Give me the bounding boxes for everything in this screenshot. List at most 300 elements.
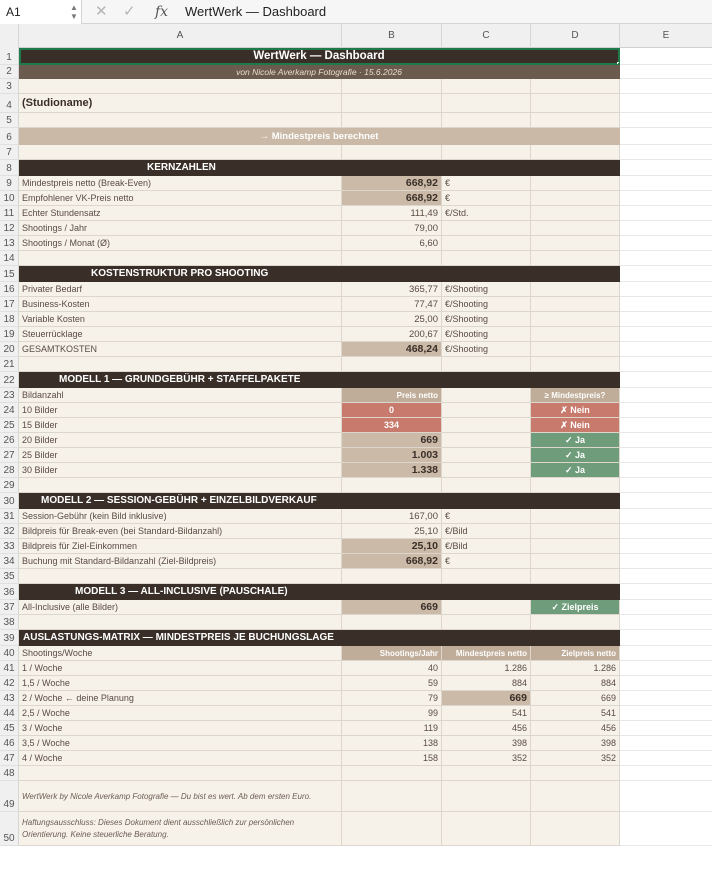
cell-e[interactable] [620, 751, 712, 766]
section-header[interactable]: MODELL 1 — GRUNDGEBÜHR + STAFFELPAKETE [19, 372, 620, 388]
row-header[interactable]: 5 [0, 113, 19, 128]
cell-c[interactable] [442, 812, 531, 846]
label-cell[interactable]: 1,5 / Woche [19, 676, 342, 691]
cell-a[interactable] [19, 569, 342, 584]
label-cell[interactable]: Variable Kosten [19, 312, 342, 327]
value-cell[interactable]: 77,47 [342, 297, 442, 312]
cell-e[interactable] [620, 236, 712, 251]
value-cell[interactable]: 1.286 [442, 661, 531, 676]
cell-e[interactable] [620, 584, 712, 600]
cell-e[interactable] [620, 736, 712, 751]
label-cell[interactable]: GESAMTKOSTEN [19, 342, 342, 357]
cell-e[interactable] [620, 646, 712, 661]
cell-c[interactable] [442, 418, 531, 433]
cell-b[interactable] [342, 569, 442, 584]
cell-d[interactable] [531, 509, 620, 524]
dashboard-title-cell[interactable]: WertWerk — Dashboard [19, 48, 620, 65]
row-header[interactable]: 29 [0, 478, 19, 493]
status-badge[interactable]: ✗ Nein [531, 418, 620, 433]
label-cell[interactable]: Mindestpreis netto (Break-Even) [19, 176, 342, 191]
label-cell[interactable]: Business-Kosten [19, 297, 342, 312]
cell-d[interactable] [531, 79, 620, 94]
cell-e[interactable] [620, 145, 712, 160]
label-cell[interactable]: 2,5 / Woche [19, 706, 342, 721]
cell-e[interactable] [620, 661, 712, 676]
label-cell[interactable]: Shootings / Monat (Ø) [19, 236, 342, 251]
row-header[interactable]: 19 [0, 327, 19, 342]
value-cell[interactable]: 398 [531, 736, 620, 751]
row-header[interactable]: 9 [0, 176, 19, 191]
row-header[interactable]: 3 [0, 79, 19, 94]
cell-e[interactable] [620, 569, 712, 584]
unit-cell[interactable]: €/Bild [442, 524, 531, 539]
value-cell[interactable]: 352 [442, 751, 531, 766]
cell-e[interactable] [620, 206, 712, 221]
row-header[interactable]: 31 [0, 509, 19, 524]
row-header[interactable]: 21 [0, 357, 19, 372]
row-header[interactable]: 13 [0, 236, 19, 251]
cell-e[interactable] [620, 266, 712, 282]
row-header[interactable]: 37 [0, 600, 19, 615]
row-header[interactable]: 7 [0, 145, 19, 160]
cell-e[interactable] [620, 418, 712, 433]
value-cell[interactable]: 79 [342, 691, 442, 706]
cell-d[interactable] [531, 251, 620, 266]
row-header[interactable]: 34 [0, 554, 19, 569]
table-row [19, 448, 712, 463]
cell-e[interactable] [620, 388, 712, 403]
table-row [19, 524, 712, 539]
row-header[interactable]: 11 [0, 206, 19, 221]
row-header[interactable]: 46 [0, 736, 19, 751]
row-header[interactable]: 22 [0, 372, 19, 388]
status-badge[interactable]: ✓ Ja [531, 463, 620, 478]
cell-b[interactable] [342, 357, 442, 372]
column-label-cell[interactable]: ≥ Mindestpreis? [531, 388, 620, 403]
value-cell[interactable]: 668,92 [342, 176, 442, 191]
value-cell[interactable]: 200,67 [342, 327, 442, 342]
cell-e[interactable] [620, 251, 712, 266]
cell-e[interactable] [620, 721, 712, 736]
row-header[interactable]: 26 [0, 433, 19, 448]
table-row [19, 736, 712, 751]
label-cell[interactable]: Session-Gebühr (kein Bild inklusive) [19, 509, 342, 524]
price-cell[interactable]: 669 [342, 433, 442, 448]
cell-e[interactable] [620, 342, 712, 357]
cell-e[interactable] [620, 48, 712, 65]
unit-cell[interactable]: €/Bild [442, 539, 531, 554]
cell-a[interactable] [19, 615, 342, 630]
cell-d[interactable] [531, 282, 620, 297]
cell-d[interactable] [531, 113, 620, 128]
row-header[interactable]: 18 [0, 312, 19, 327]
name-box-stepper-icon[interactable]: ▲ ▼ [70, 3, 78, 21]
unit-cell[interactable]: € [442, 554, 531, 569]
cell-e[interactable] [620, 539, 712, 554]
label-cell[interactable]: Bildpreis für Break-even (bei Standard-Bildanzahl) [19, 524, 342, 539]
cell-e[interactable] [620, 79, 712, 94]
cell-e[interactable] [620, 94, 712, 113]
cell-c[interactable] [442, 569, 531, 584]
cell-e[interactable] [620, 433, 712, 448]
cell-b[interactable] [342, 766, 442, 781]
row-header[interactable]: 12 [0, 221, 19, 236]
row-header[interactable]: 30 [0, 493, 19, 509]
cell-e[interactable] [620, 65, 712, 79]
label-cell[interactable]: Shootings/Woche [19, 646, 342, 661]
value-cell[interactable]: 119 [342, 721, 442, 736]
cell-e[interactable] [620, 615, 712, 630]
status-badge[interactable]: ✓ Ja [531, 448, 620, 463]
row-header[interactable]: 10 [0, 191, 19, 206]
name-box[interactable]: A1 [0, 0, 82, 24]
table-row [19, 128, 712, 145]
cell-c[interactable] [442, 600, 531, 615]
value-cell[interactable]: 669 [531, 691, 620, 706]
label-cell[interactable]: Bildpreis für Ziel-Einkommen [19, 539, 342, 554]
cell-d[interactable] [531, 176, 620, 191]
value-cell[interactable]: 25,10 [342, 539, 442, 554]
table-row [19, 145, 712, 160]
cell-e[interactable] [620, 554, 712, 569]
value-cell[interactable]: 456 [442, 721, 531, 736]
cell-b[interactable] [342, 251, 442, 266]
value-cell[interactable]: 6,60 [342, 236, 442, 251]
cell-e[interactable] [620, 463, 712, 478]
cell-c[interactable] [442, 448, 531, 463]
value-cell[interactable]: 158 [342, 751, 442, 766]
value-cell[interactable]: 468,24 [342, 342, 442, 357]
row-header[interactable]: 38 [0, 615, 19, 630]
row-header[interactable]: 2 [0, 65, 19, 79]
value-cell[interactable]: 79,00 [342, 221, 442, 236]
column-label-cell[interactable]: Shootings/Jahr [342, 646, 442, 661]
section-header[interactable]: KERNZAHLEN [19, 160, 620, 176]
value-cell[interactable]: 398 [442, 736, 531, 751]
cell-d[interactable] [531, 539, 620, 554]
cell-b[interactable] [342, 79, 442, 94]
value-cell[interactable]: 365,77 [342, 282, 442, 297]
confirm-icon[interactable]: ✓ [123, 3, 136, 20]
cell-d[interactable] [531, 357, 620, 372]
section-header[interactable]: MODELL 2 — SESSION-GEBÜHR + EINZELBILDVERKAUF [19, 493, 620, 509]
cell-d[interactable] [531, 554, 620, 569]
cell-c[interactable] [442, 357, 531, 372]
cell-b[interactable] [342, 781, 442, 812]
column-label-cell[interactable]: Zielpreis netto [531, 646, 620, 661]
cell-a[interactable] [19, 766, 342, 781]
label-cell[interactable]: Steuerrücklage [19, 327, 342, 342]
row-header[interactable]: 14 [0, 251, 19, 266]
label-cell[interactable]: 15 Bilder [19, 418, 342, 433]
unit-cell[interactable]: €/Std. [442, 206, 531, 221]
status-badge[interactable]: ✗ Nein [531, 403, 620, 418]
cell-b[interactable] [342, 145, 442, 160]
label-cell[interactable]: 3,5 / Woche [19, 736, 342, 751]
row-header[interactable]: 32 [0, 524, 19, 539]
section-header[interactable]: KOSTENSTRUKTUR PRO SHOOTING [19, 266, 620, 282]
cell-d[interactable] [531, 524, 620, 539]
cell-d[interactable] [531, 327, 620, 342]
cell-e[interactable] [620, 676, 712, 691]
value-cell[interactable]: 668,92 [342, 191, 442, 206]
value-cell[interactable]: 25,10 [342, 524, 442, 539]
row-header[interactable]: 8 [0, 160, 19, 176]
label-cell[interactable]: 10 Bilder [19, 403, 342, 418]
row-header[interactable]: 16 [0, 282, 19, 297]
cell-c[interactable] [442, 781, 531, 812]
cell-e[interactable] [620, 600, 712, 615]
column-header-c[interactable]: C [442, 24, 531, 48]
value-cell[interactable]: 456 [531, 721, 620, 736]
table-row [19, 509, 712, 524]
column-label-cell[interactable]: Preis netto [342, 388, 442, 403]
label-cell[interactable]: Privater Bedarf [19, 282, 342, 297]
label-cell[interactable]: 30 Bilder [19, 463, 342, 478]
cell-e[interactable] [620, 448, 712, 463]
cell-b[interactable] [342, 812, 442, 846]
cell-c[interactable] [442, 615, 531, 630]
value-cell[interactable]: 99 [342, 706, 442, 721]
disclaimer-note[interactable] [19, 812, 342, 846]
cell-d[interactable] [531, 781, 620, 812]
row-header[interactable]: 33 [0, 539, 19, 554]
cell-d[interactable] [531, 206, 620, 221]
row-header[interactable]: 1 [0, 48, 19, 65]
table-row [19, 721, 712, 736]
unit-cell[interactable]: € [442, 176, 531, 191]
unit-cell[interactable]: € [442, 509, 531, 524]
label-cell[interactable]: 2 / Woche ← deine Planung [19, 691, 342, 706]
cell-e[interactable] [620, 706, 712, 721]
value-cell[interactable]: 59 [342, 676, 442, 691]
cell-c[interactable] [442, 388, 531, 403]
table-row [19, 221, 712, 236]
value-cell[interactable]: 25,00 [342, 312, 442, 327]
row-header[interactable]: 50 [0, 812, 19, 846]
label-cell[interactable]: Buchung mit Standard-Bildanzahl (Ziel-Bildpreis) [19, 554, 342, 569]
cell-d[interactable] [531, 342, 620, 357]
value-cell[interactable]: 884 [442, 676, 531, 691]
value-cell[interactable]: 1.286 [531, 661, 620, 676]
table-row [19, 539, 712, 554]
spreadsheet-grid[interactable] [0, 48, 712, 869]
cell-d[interactable] [531, 312, 620, 327]
cell-c[interactable] [442, 766, 531, 781]
table-row [19, 403, 712, 418]
value-cell[interactable]: 40 [342, 661, 442, 676]
select-all-corner[interactable] [0, 24, 19, 48]
value-cell[interactable]: 167,00 [342, 509, 442, 524]
cell-d[interactable] [531, 236, 620, 251]
cell-d[interactable] [531, 615, 620, 630]
cell-a[interactable] [19, 145, 342, 160]
table-row [19, 569, 712, 584]
cell-e[interactable] [620, 812, 712, 846]
row-header[interactable]: 17 [0, 297, 19, 312]
cell-a[interactable] [19, 79, 342, 94]
unit-cell[interactable] [442, 221, 531, 236]
value-cell[interactable]: 111,49 [342, 206, 442, 221]
cell-a[interactable] [19, 251, 342, 266]
label-cell[interactable]: 25 Bilder [19, 448, 342, 463]
cell-e[interactable] [620, 372, 712, 388]
column-header-a[interactable]: A [19, 24, 342, 48]
cell-c[interactable] [442, 478, 531, 493]
cell-e[interactable] [620, 128, 712, 145]
column-header-b[interactable]: B [342, 24, 442, 48]
status-banner[interactable]: → Mindestpreis berechnet [19, 128, 620, 145]
row-header[interactable]: 39 [0, 630, 19, 646]
row-header[interactable]: 27 [0, 448, 19, 463]
row-header[interactable]: 6 [0, 128, 19, 145]
table-row [19, 342, 712, 357]
cell-d[interactable] [531, 221, 620, 236]
cell-c[interactable] [442, 463, 531, 478]
price-cell[interactable]: 334 [342, 418, 442, 433]
cell-c[interactable] [442, 113, 531, 128]
price-cell[interactable]: 0 [342, 403, 442, 418]
cell-e[interactable] [620, 357, 712, 372]
cell-c[interactable] [442, 94, 531, 113]
price-cell[interactable]: 1.003 [342, 448, 442, 463]
label-cell[interactable]: 4 / Woche [19, 751, 342, 766]
row-header[interactable]: 43 [0, 691, 19, 706]
cell-c[interactable] [442, 79, 531, 94]
row-header[interactable]: 36 [0, 584, 19, 600]
row-header[interactable]: 49 [0, 781, 19, 812]
column-header-e[interactable]: E [662, 30, 670, 41]
unit-cell[interactable]: €/Shooting [442, 342, 531, 357]
value-cell[interactable]: 541 [442, 706, 531, 721]
disclaimer-line: Haftungsausschluss: Dieses Dokument dient ausschließlich zur persönlichen [22, 818, 295, 827]
row-header[interactable]: 48 [0, 766, 19, 781]
value-cell[interactable]: 669 [442, 691, 531, 706]
cell-d[interactable] [531, 191, 620, 206]
cell-d[interactable] [531, 297, 620, 312]
row-header[interactable]: 4 [0, 94, 19, 113]
label-cell[interactable]: Echter Stundensatz [19, 206, 342, 221]
row-header[interactable]: 20 [0, 342, 19, 357]
cell-e[interactable] [620, 160, 712, 176]
section-header[interactable]: MODELL 3 — ALL-INCLUSIVE (PAUSCHALE) [19, 584, 620, 600]
value-cell[interactable]: 668,92 [342, 554, 442, 569]
function-icon[interactable]: fx [155, 4, 169, 20]
unit-cell[interactable] [442, 236, 531, 251]
cell-e[interactable] [620, 781, 712, 812]
label-cell[interactable]: All-Inclusive (alle Bilder) [19, 600, 342, 615]
row-header[interactable]: 28 [0, 463, 19, 478]
cell-e[interactable] [620, 221, 712, 236]
cell-e[interactable] [620, 403, 712, 418]
cell-d[interactable] [531, 812, 620, 846]
cell-b[interactable] [342, 94, 442, 113]
cell-e[interactable] [620, 509, 712, 524]
unit-cell[interactable]: €/Shooting [442, 312, 531, 327]
unit-cell[interactable]: €/Shooting [442, 297, 531, 312]
footer-note[interactable]: WertWerk by Nicole Averkamp Fotografie — Du bist es wert. Ab dem ersten Euro. [19, 781, 342, 812]
row-header[interactable]: 40 [0, 646, 19, 661]
value-cell[interactable]: 352 [531, 751, 620, 766]
cell-a[interactable] [19, 478, 342, 493]
table-row [19, 266, 712, 282]
section-header[interactable]: AUSLASTUNGS-MATRIX — MINDESTPREIS JE BUCHUNGSLAGE [19, 630, 620, 646]
cell-c[interactable] [442, 403, 531, 418]
cell-e[interactable] [620, 176, 712, 191]
row-header[interactable]: 44 [0, 706, 19, 721]
label-cell[interactable]: 3 / Woche [19, 721, 342, 736]
unit-cell[interactable]: € [442, 191, 531, 206]
label-cell[interactable]: Shootings / Jahr [19, 221, 342, 236]
row-header[interactable]: 41 [0, 661, 19, 676]
cell-e[interactable] [620, 312, 712, 327]
unit-cell[interactable]: €/Shooting [442, 327, 531, 342]
cell-d[interactable] [531, 145, 620, 160]
studio-name-cell[interactable]: (Studioname) [19, 94, 342, 113]
label-cell[interactable]: Empfohlener VK-Preis netto [19, 191, 342, 206]
cell-e[interactable] [620, 766, 712, 781]
status-badge[interactable]: ✓ Zielpreis [531, 600, 620, 615]
cell-e[interactable] [620, 524, 712, 539]
row-header[interactable]: 23 [0, 388, 19, 403]
formula-input[interactable]: WertWerk — Dashboard [185, 4, 327, 19]
row-header[interactable]: 45 [0, 721, 19, 736]
label-cell[interactable]: Bildanzahl [19, 388, 342, 403]
cell-e[interactable] [620, 297, 712, 312]
unit-cell[interactable]: €/Shooting [442, 282, 531, 297]
cell-a[interactable] [19, 113, 342, 128]
row-header[interactable]: 15 [0, 266, 19, 282]
row-header[interactable]: 42 [0, 676, 19, 691]
cancel-icon[interactable]: ✕ [95, 3, 108, 20]
value-cell[interactable]: 541 [531, 706, 620, 721]
value-cell[interactable]: 138 [342, 736, 442, 751]
cell-b[interactable] [342, 478, 442, 493]
cell-e[interactable] [620, 113, 712, 128]
value-cell[interactable]: 884 [531, 676, 620, 691]
row-header[interactable]: 24 [0, 403, 19, 418]
cell-d[interactable] [531, 94, 620, 113]
column-header-d[interactable]: D [531, 24, 620, 48]
cell-e[interactable] [620, 327, 712, 342]
row-header[interactable]: 25 [0, 418, 19, 433]
cell-a[interactable] [19, 357, 342, 372]
cell-c[interactable] [442, 251, 531, 266]
row-header[interactable]: 35 [0, 569, 19, 584]
cell-d[interactable] [531, 766, 620, 781]
cell-e[interactable] [620, 691, 712, 706]
price-cell[interactable]: 1.338 [342, 463, 442, 478]
cell-c[interactable] [442, 433, 531, 448]
price-cell[interactable]: 669 [342, 600, 442, 615]
label-cell[interactable]: 1 / Woche [19, 661, 342, 676]
cell-d[interactable] [531, 478, 620, 493]
column-label-cell[interactable]: Mindestpreis netto [442, 646, 531, 661]
cell-e[interactable] [620, 493, 712, 509]
subtitle-cell[interactable]: von Nicole Averkamp Fotografie · 15.6.2026 [19, 65, 620, 79]
label-cell[interactable]: 20 Bilder [19, 433, 342, 448]
cell-e[interactable] [620, 191, 712, 206]
cell-e[interactable] [620, 630, 712, 646]
cell-b[interactable] [342, 615, 442, 630]
cell-e[interactable] [620, 478, 712, 493]
cell-e[interactable] [620, 282, 712, 297]
cell-c[interactable] [442, 145, 531, 160]
cell-b[interactable] [342, 113, 442, 128]
row-header[interactable]: 47 [0, 751, 19, 766]
status-badge[interactable]: ✓ Ja [531, 433, 620, 448]
cell-d[interactable] [531, 569, 620, 584]
